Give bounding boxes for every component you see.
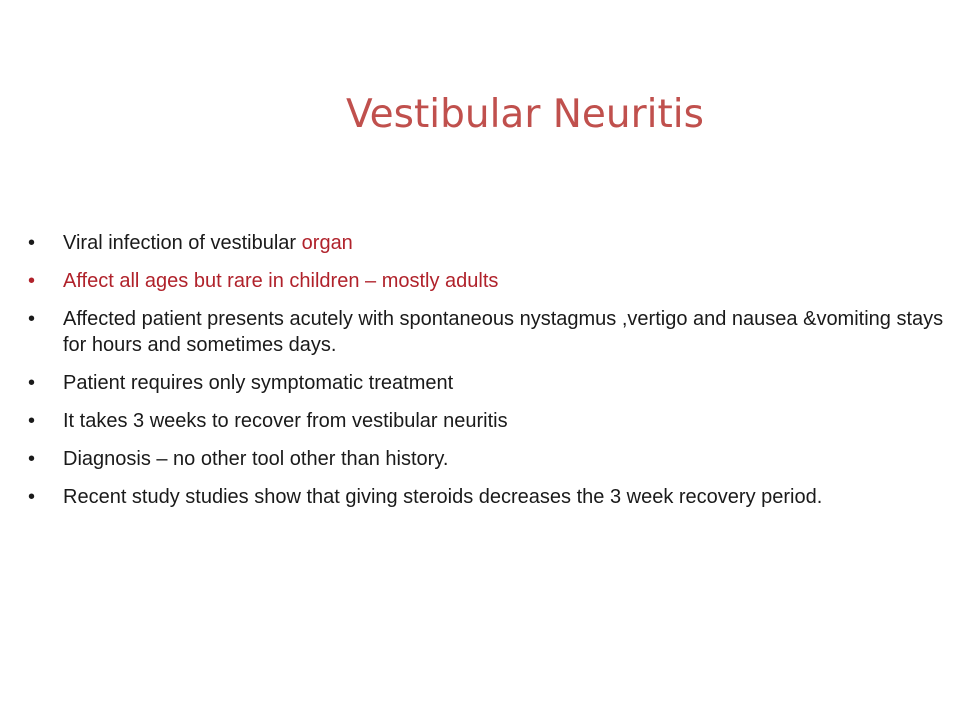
list-item [28,484,958,510]
bullet-text: Diagnosis – no other tool other than history. [63,448,449,470]
list-item [28,408,958,434]
bullet-icon: • [28,308,36,330]
bullet-text: Affect all ages but rare in children – mostly adults [63,270,499,292]
bullet-list [28,230,958,522]
bullet-icon: • [28,410,36,432]
bullet-text: Patient requires only symptomatic treatment [63,372,454,394]
bullet-icon: • [28,372,36,394]
list-item [28,230,958,256]
bullet-icon: • [28,270,36,292]
list-item [28,446,958,472]
bullet-text: Recent study studies show that giving steroids decreases the 3 week recovery period. [63,486,823,508]
bullet-text: Viral infection of vestibular [63,232,302,254]
list-item [28,306,958,358]
bullet-accent-text: organ [301,232,353,254]
bullet-icon: • [28,448,36,470]
bullet-icon: • [28,232,36,254]
bullet-text: It takes 3 weeks to recover from vestibular neuritis [63,410,508,432]
list-item [28,370,958,396]
bullet-text: Affected patient presents acutely with spontaneous nystagmus ,vertigo and nausea &vomiting stays for hours and sometimes days. [63,308,944,356]
bullet-icon: • [28,486,36,508]
list-item [28,268,958,294]
slide-title: Vestibular Neuritis [346,92,704,137]
